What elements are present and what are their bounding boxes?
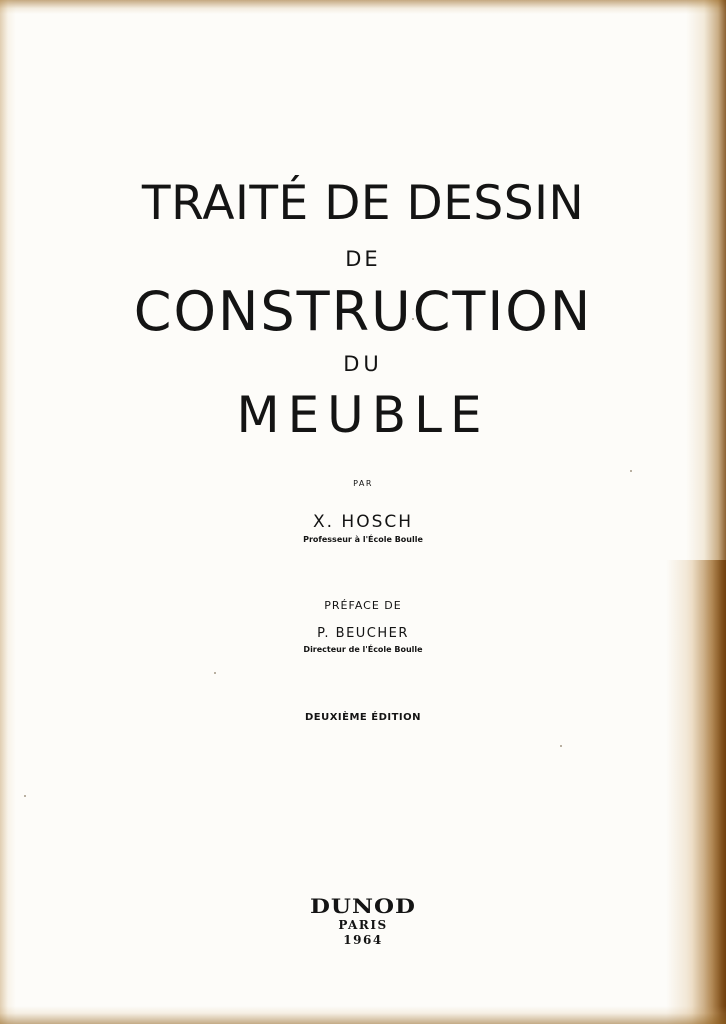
title-line-1: TRAITÉ DE DESSIN (141, 176, 585, 231)
by-label: PAR (353, 479, 373, 488)
paper-speck (560, 745, 562, 747)
title-line-5: MEUBLE (236, 386, 490, 444)
preface-author-role: Directeur de l'École Boulle (303, 645, 423, 654)
preface-label: PRÉFACE DE (324, 599, 402, 612)
author-role: Professeur à l'École Boulle (303, 535, 423, 544)
paper-speck (24, 795, 26, 797)
paper-speck (630, 470, 632, 472)
aged-edge-top (0, 0, 726, 14)
aged-edge-bottom (0, 1006, 726, 1024)
paper-speck (214, 672, 216, 674)
publication-year: 1964 (343, 933, 383, 947)
title-line-3: CONSTRUCTION (133, 280, 593, 343)
edition-label: DEUXIÈME ÉDITION (304, 712, 422, 723)
publisher-name: DUNOD (309, 895, 416, 918)
preface-author-name: P. BEUCHER (317, 626, 409, 641)
title-line-4: DU (343, 352, 383, 376)
publisher-city: PARIS (338, 918, 388, 932)
title-line-2: DE (345, 247, 381, 271)
author-name: X. HOSCH (312, 512, 414, 532)
